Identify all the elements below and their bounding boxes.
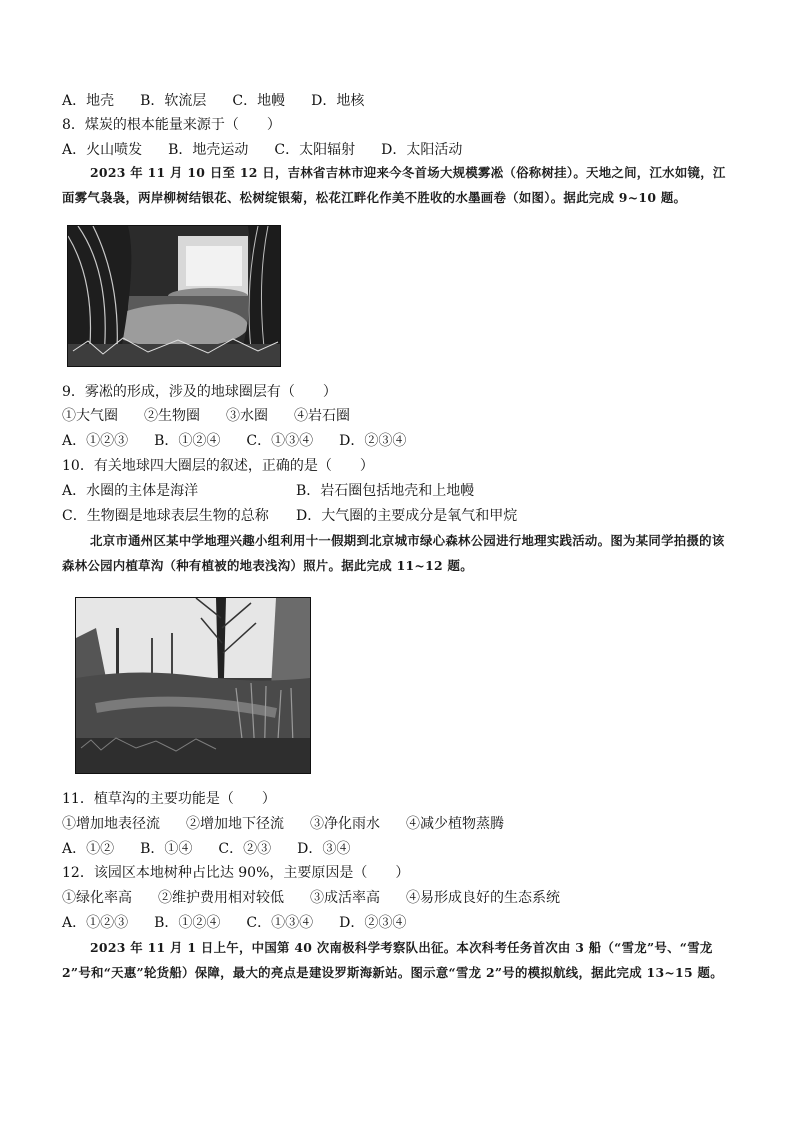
q11-option-c[interactable]: C．②③ (218, 841, 272, 857)
q12-item-3: ③成活率高 (310, 890, 380, 906)
q11-options (62, 839, 376, 859)
q9-option-a[interactable]: A．①②③ (62, 433, 129, 449)
q9-stem: 9．雾凇的形成，涉及的地球圈层有（ ） (62, 384, 337, 400)
q12-item-2: ②维护费用相对较低 (158, 890, 284, 906)
q8-stem: 8．煤炭的根本能量来源于（ ） (62, 117, 281, 133)
q11-item-1: ①增加地表径流 (62, 816, 160, 832)
passage-grass-ditch: 北京市通州区某中学地理兴趣小组利用十一假期到北京城市绿心森林公园进行地理实践活动。图为某同学拍摄的该森林公园内植草沟（种有植被的地表浅沟）照片。据此完成 11~12 题。 (62, 533, 725, 573)
q10-option-d[interactable]: D．大气圈的主要成分是氧气和甲烷 (296, 508, 518, 524)
q12-items (62, 888, 586, 908)
q8-options (62, 140, 488, 160)
q10-option-b[interactable]: B．岩石圈包括地壳和上地幔 (296, 483, 475, 499)
q12-item-1: ①绿化率高 (62, 890, 132, 906)
q8-option-a[interactable]: A．火山喷发 (62, 142, 143, 158)
q9-item-4: ④岩石圈 (294, 408, 350, 424)
q12-stem: 12．该园区本地树种占比达 90%，主要原因是（ ） (62, 865, 410, 881)
grass-ditch-photo (75, 597, 311, 774)
q7-option-d[interactable]: D．地核 (311, 93, 365, 109)
q12-option-d[interactable]: D．②③④ (339, 915, 407, 931)
q9-option-c[interactable]: C．①③④ (246, 433, 314, 449)
q7-option-a[interactable]: A．地壳 (62, 93, 115, 109)
q8-option-d[interactable]: D．太阳活动 (381, 142, 463, 158)
q12-option-c[interactable]: C．①③④ (246, 915, 314, 931)
q9-item-1: ①大气圈 (62, 408, 118, 424)
q11-items (62, 814, 530, 834)
q11-item-4: ④减少植物蒸腾 (406, 816, 504, 832)
q10-options-row2 (62, 506, 543, 526)
q9-options (62, 431, 432, 451)
passage-antarctic: 2023 年 11 月 1 日上午，中国第 40 次南极科学考察队出征。本次科考任务首次由 3 船（“雪龙”号、“雪龙 2”号和“天惠”轮货船）保障，最大的亮点是建设罗斯海新站。图示意“雪龙 2”号的模拟航线，据此完成 13~15 题。 (62, 940, 723, 980)
q11-option-d[interactable]: D．③④ (297, 841, 351, 857)
q11-option-a[interactable]: A．①② (62, 841, 115, 857)
q9-option-d[interactable]: D．②③④ (339, 433, 407, 449)
q9-item-2: ②生物圈 (144, 408, 200, 424)
q8-option-b[interactable]: B．地壳运动 (168, 142, 249, 158)
q12-options (62, 913, 432, 933)
q9-items (62, 406, 376, 426)
q10-stem: 10．有关地球四大圈层的叙述，正确的是（ ） (62, 458, 374, 474)
q11-option-b[interactable]: B．①④ (140, 841, 193, 857)
q7-options (62, 91, 390, 111)
q10-option-a[interactable]: A．水圈的主体是海洋 (62, 483, 199, 499)
q7-option-b[interactable]: B．软流层 (140, 93, 207, 109)
passage-rime: 2023 年 11 月 10 日至 12 日，吉林省吉林市迎来今冬首场大规模雾凇（俗称树挂）。天地之间，江水如镜，江面雾气袅袅，两岸柳树结银花、松树绽银菊，松花江畔化作美不胜收的水墨画卷（如图）。据此完成 9~10 题。 (62, 165, 726, 205)
q9-item-3: ③水圈 (226, 408, 268, 424)
q7-option-c[interactable]: C．地幔 (232, 93, 286, 109)
q11-stem: 11．植草沟的主要功能是（ ） (62, 791, 276, 807)
q12-option-b[interactable]: B．①②④ (154, 915, 221, 931)
q10-option-c[interactable]: C．生物圈是地球表层生物的总称 (62, 508, 269, 524)
q11-item-3: ③净化雨水 (310, 816, 380, 832)
q12-option-a[interactable]: A．①②③ (62, 915, 129, 931)
q10-options-row1 (62, 481, 500, 501)
q12-item-4: ④易形成良好的生态系统 (406, 890, 560, 906)
rime-photo (67, 225, 281, 367)
q11-item-2: ②增加地下径流 (186, 816, 284, 832)
q9-option-b[interactable]: B．①②④ (154, 433, 221, 449)
q8-option-c[interactable]: C．太阳辐射 (274, 142, 356, 158)
